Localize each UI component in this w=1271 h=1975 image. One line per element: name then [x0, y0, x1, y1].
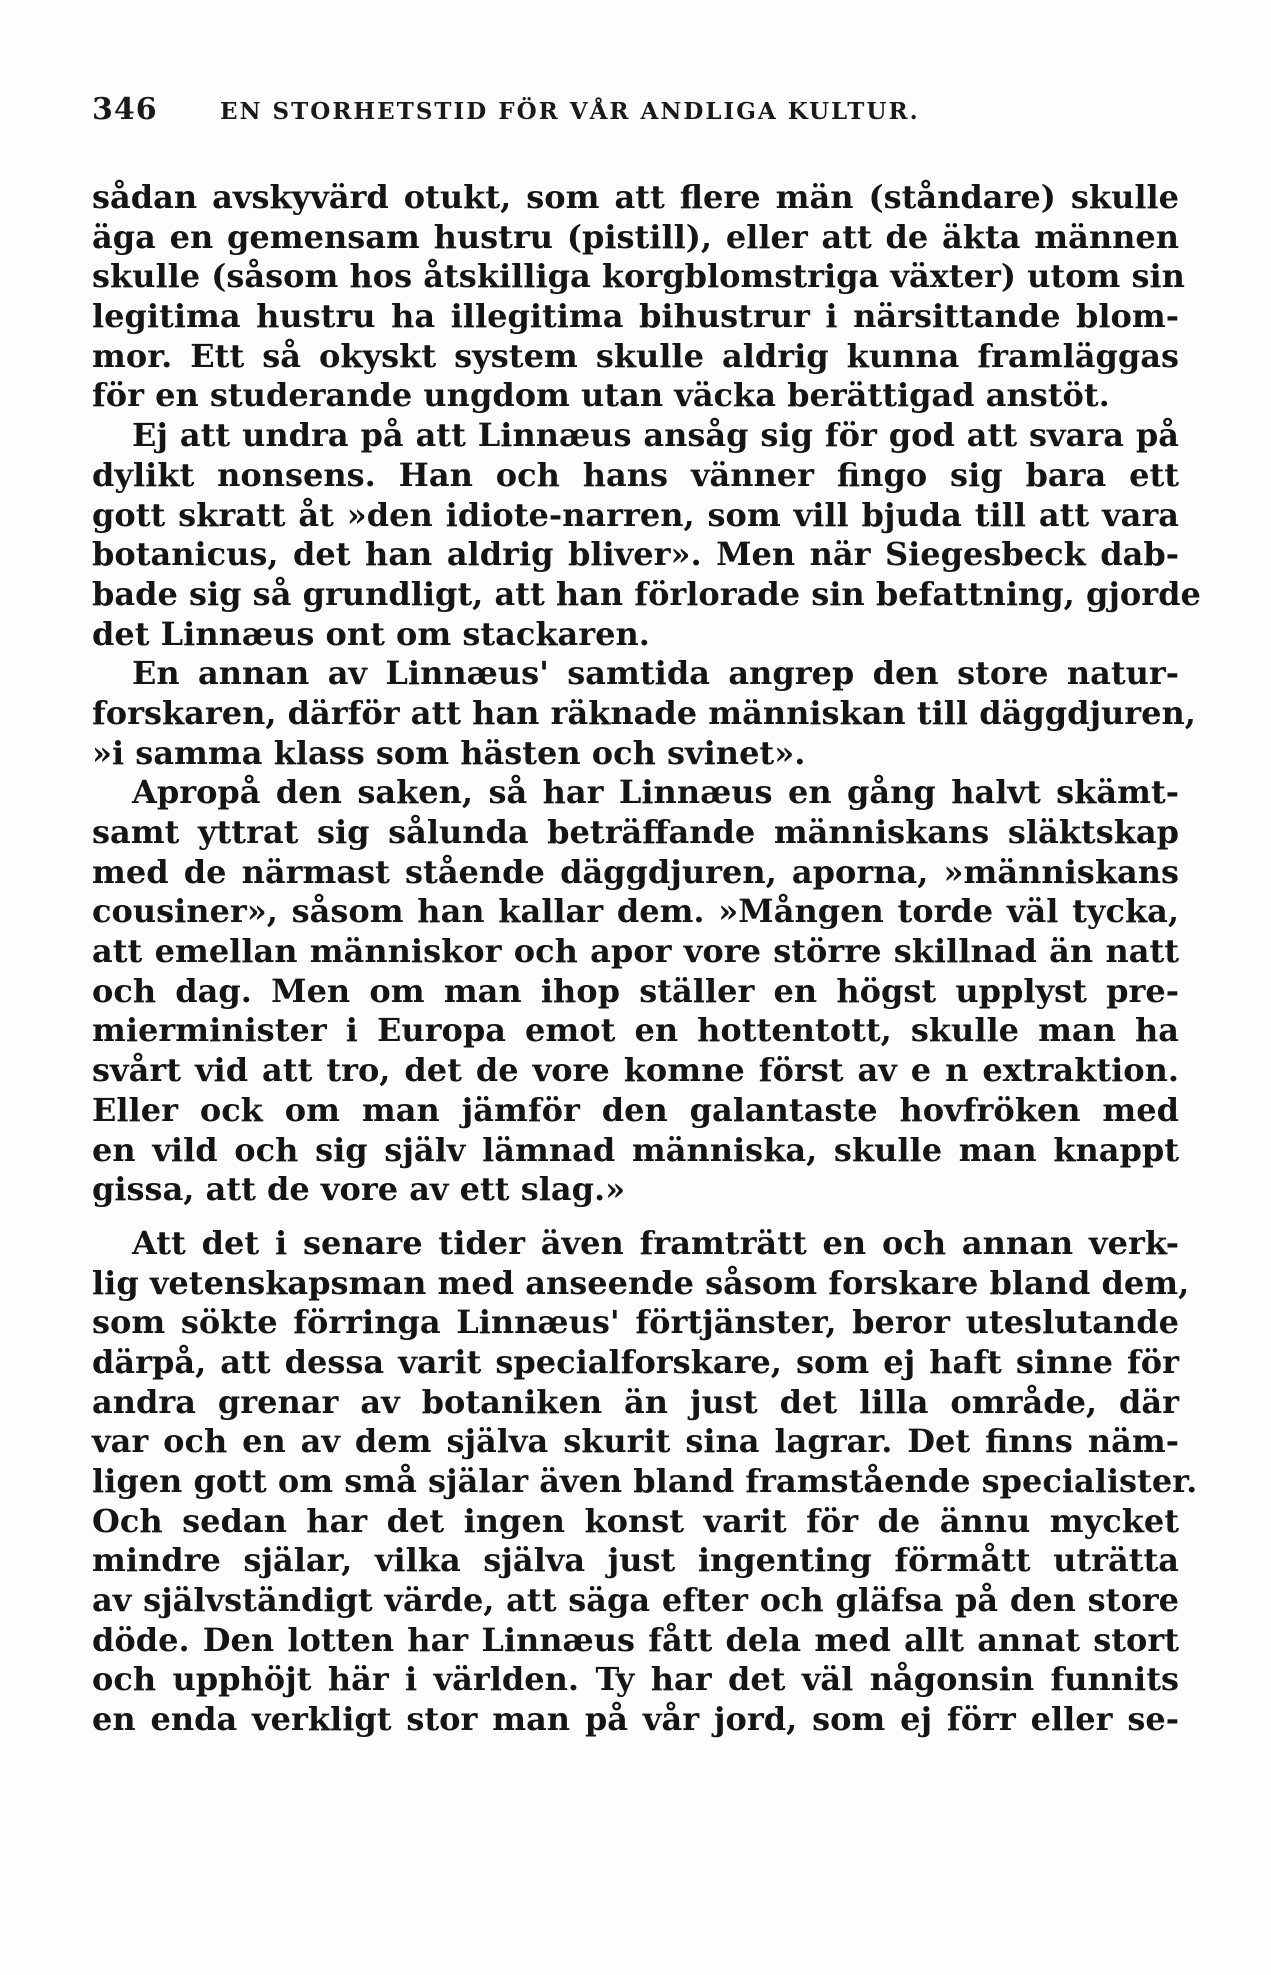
text-line: legitima hustru ha illegitima bihustrur i närsittande blom- — [92, 297, 1179, 336]
text-line: sådan avskyvärd otukt, som att flere män (ståndare) skulle — [92, 178, 1179, 216]
text-line: cousiner», såsom han kallar dem. »Mången torde väl tycka, — [92, 892, 1179, 931]
text-line: samt yttrat sig sålunda beträffande människans släktskap — [92, 813, 1179, 851]
text-line: Ej att undra på att Linnæus ansåg sig för god att svara på — [132, 416, 1179, 455]
text-line: och dag. Men om man ihop ställer en högst upplyst pre- — [92, 971, 1179, 1010]
text-line: svårt vid att tro, det de vore komne först av e n extraktion. — [92, 1051, 1179, 1090]
text-line: »i samma klass som hästen och svinet». — [92, 733, 806, 772]
text-line: en enda verkligt stor man på vår jord, som ej förr eller se- — [92, 1700, 1179, 1739]
text-line: Att det i senare tider även framträtt en och annan verk- — [132, 1223, 1179, 1262]
text-line: En annan av Linnæus' samtida angrep den store natur- — [132, 654, 1179, 693]
paragraph-5 — [92, 1223, 1198, 1740]
text-line: Eller ock om man jämför den galantaste hovfröken med — [92, 1090, 1179, 1129]
text-line: andra grenar av botaniken än just det lilla område, där — [92, 1382, 1179, 1421]
text-line: det Linnæus ont om stackaren. — [92, 614, 650, 653]
text-line: döde. Den lotten har Linnæus fått dela med allt annat stort — [92, 1620, 1179, 1659]
text-line: Apropå den saken, så har Linnæus en gång halvt skämt- — [132, 773, 1179, 812]
text-line: därpå, att dessa varit specialforskare, som ej haft sinne för — [92, 1342, 1179, 1381]
text-line: att emellan människor och apor vore större skillnad än natt — [92, 932, 1179, 971]
running-title: EN STORHETSTID FÖR VÅR ANDLIGA KULTUR. — [220, 98, 920, 125]
text-line: och upphöjt här i världen. Ty har det väl någonsin funnits — [92, 1660, 1179, 1699]
paragraph-3 — [92, 654, 1196, 773]
text-line: lig vetenskapsman med anseende såsom forskare bland dem, — [92, 1263, 1190, 1302]
text-line: äga en gemensam hustru (pistill), eller att de äkta männen — [92, 217, 1179, 256]
paragraph-1 — [92, 178, 1185, 416]
text-line: av självständigt värde, att säga efter och gläfsa på den store — [92, 1581, 1179, 1620]
text-line: gott skratt åt »den idiote-narren, som vill bjuda till att vara — [92, 495, 1179, 534]
paragraph-4 — [92, 773, 1179, 1210]
text-line: mindre själar, vilka själva just ingenting förmått uträtta — [92, 1541, 1179, 1580]
body-text — [92, 178, 1201, 1740]
text-line: bade sig så grundligt, att han förlorade sin befattning, gjorde — [92, 574, 1201, 613]
text-line: botanicus, det han aldrig bliver». Men när Siegesbeck dab- — [92, 535, 1179, 574]
text-line: gissa, att de vore av ett slag.» — [92, 1170, 626, 1209]
text-line: mierminister i Europa emot en hottentott, skulle man ha — [92, 1011, 1179, 1050]
page-number: 346 — [92, 92, 158, 127]
text-line: ligen gott om små själar även bland framstående specialister. — [92, 1462, 1198, 1500]
text-line: en vild och sig själv lämnad människa, skulle man knappt — [92, 1130, 1179, 1169]
running-header — [92, 92, 1179, 127]
text-line: för en studerande ungdom utan väcka berättigad anstöt. — [92, 376, 1110, 415]
text-line: forskaren, därför att han räknade människan till däggdjuren, — [92, 693, 1196, 732]
text-line: skulle (såsom hos åtskilliga korgblomstriga växter) utom sin — [92, 257, 1185, 296]
text-line: mor. Ett så okyskt system skulle aldrig kunna framläggas — [92, 336, 1179, 375]
paragraph-2 — [92, 416, 1201, 654]
text-line: var och en av dem själva skurit sina lagrar. Det finns näm- — [92, 1422, 1179, 1461]
text-line: dylikt nonsens. Han och hans vänner fingo sig bara ett — [92, 455, 1179, 494]
paragraph-gap — [92, 1210, 1179, 1224]
text-line: som sökte förringa Linnæus' förtjänster, beror uteslutande — [92, 1303, 1179, 1342]
text-line: med de närmast stående däggdjuren, aporna, »människans — [92, 852, 1179, 891]
text-line: Och sedan har det ingen konst varit för de ännu mycket — [92, 1501, 1179, 1540]
